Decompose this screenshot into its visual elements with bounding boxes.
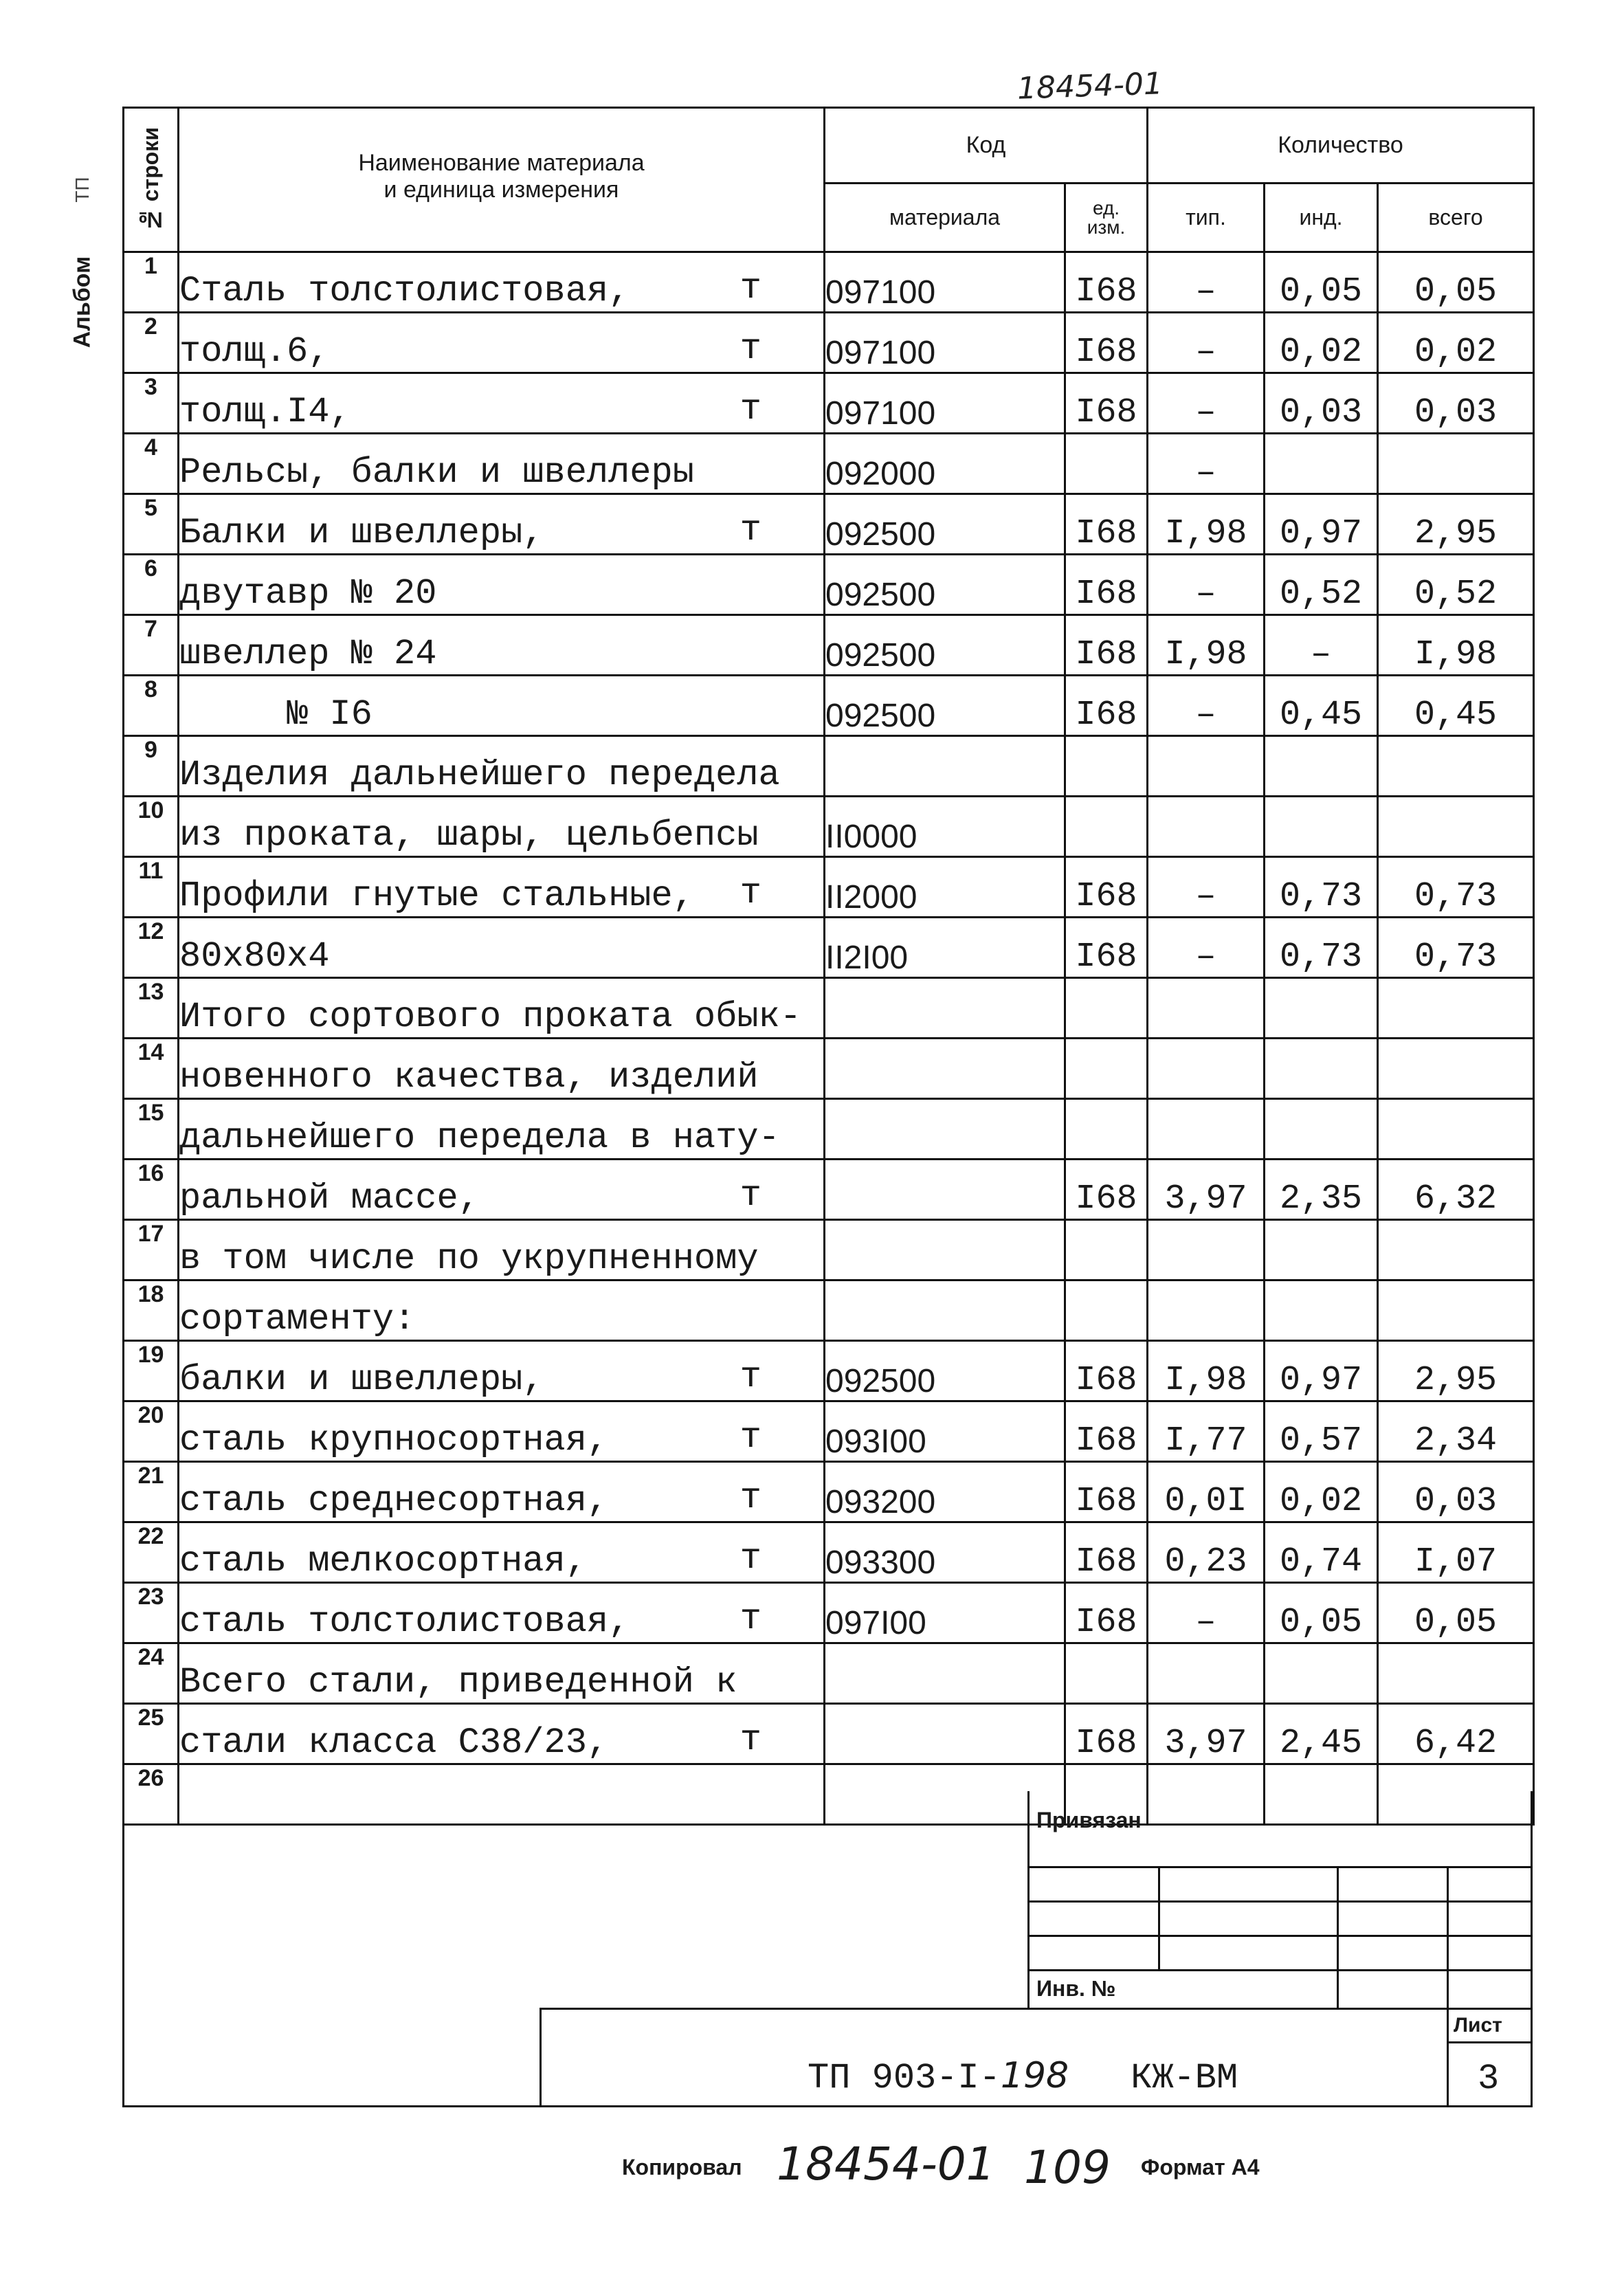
material-code [825, 1643, 1065, 1704]
unit-code: I68 [1065, 918, 1148, 978]
qty-typical [1148, 978, 1265, 1039]
material-name: дальнейшего передела в нату- [179, 1099, 825, 1160]
qty-individual: 0,97 [1265, 494, 1378, 555]
unit-of-measure: т [739, 1417, 761, 1458]
qty-individual: 0,73 [1265, 918, 1378, 978]
row-number: 20 [124, 1401, 179, 1462]
table-row [124, 494, 1534, 555]
qty-total [1378, 978, 1534, 1039]
qty-individual: 0,74 [1265, 1522, 1378, 1583]
material-code [825, 1160, 1065, 1220]
unit-code [1065, 978, 1148, 1039]
row-number: 19 [124, 1341, 179, 1401]
row-number: 21 [124, 1462, 179, 1522]
material-name: сталь крупносортная, т [179, 1401, 825, 1462]
qty-typical: I,98 [1148, 1341, 1265, 1401]
material-code: 093300 [825, 1522, 1065, 1583]
material-code [825, 1220, 1065, 1280]
table-row [124, 252, 1534, 313]
qty-typical: I,98 [1148, 615, 1265, 676]
row-number: 1 [124, 252, 179, 313]
qty-total: 0,02 [1378, 313, 1534, 373]
qty-individual: 2,35 [1265, 1160, 1378, 1220]
qty-total: 0,05 [1378, 252, 1534, 313]
table-row [124, 1643, 1534, 1704]
unit-code [1065, 1643, 1148, 1704]
drawing-designation: ТП 903-I-198 КЖ-ВМ [808, 2055, 1238, 2098]
qty-individual: 0,97 [1265, 1341, 1378, 1401]
table-row [124, 555, 1534, 615]
material-code: II2I00 [825, 918, 1065, 978]
unit-code: I68 [1065, 1462, 1148, 1522]
table-row [124, 1039, 1534, 1099]
qty-total [1378, 1643, 1534, 1704]
unit-code: I68 [1065, 313, 1148, 373]
table-row [124, 736, 1534, 797]
qty-individual [1265, 797, 1378, 857]
unit-of-measure: т [739, 1175, 761, 1216]
unit-code [1065, 1039, 1148, 1099]
unit-code: I68 [1065, 1583, 1148, 1643]
unit-code: I68 [1065, 676, 1148, 736]
qty-individual: 0,02 [1265, 313, 1378, 373]
qty-typical: – [1148, 373, 1265, 434]
bound-label: Привязан [1036, 1808, 1142, 1832]
qty-individual [1265, 1220, 1378, 1280]
qty-total: 0,03 [1378, 373, 1534, 434]
unit-code: I68 [1065, 1341, 1148, 1401]
material-name: сортаменту: [179, 1280, 825, 1341]
qty-individual: 0,05 [1265, 1583, 1378, 1643]
material-code [825, 1099, 1065, 1160]
table-row [124, 1522, 1534, 1583]
qty-typical: – [1148, 918, 1265, 978]
qty-individual [1265, 434, 1378, 494]
material-code [825, 978, 1065, 1039]
qty-total: 0,05 [1378, 1583, 1534, 1643]
unit-of-measure: т [739, 510, 761, 551]
qty-typical [1148, 1643, 1265, 1704]
qty-typical [1148, 1099, 1265, 1160]
row-number: 11 [124, 857, 179, 918]
material-name: толщ.I4, т [179, 373, 825, 434]
row-number: 18 [124, 1280, 179, 1341]
unit-of-measure: т [739, 329, 761, 369]
copied-handwritten: 18454-01 [777, 2138, 995, 2191]
qty-total [1378, 1764, 1534, 1825]
sheet-number: 3 [1478, 2059, 1500, 2099]
material-code: 092000 [825, 434, 1065, 494]
row-number: 7 [124, 615, 179, 676]
row-number: 16 [124, 1160, 179, 1220]
qty-typical: – [1148, 676, 1265, 736]
qty-typical: – [1148, 313, 1265, 373]
qty-total [1378, 1220, 1534, 1280]
material-name: в том числе по укрупненному [179, 1220, 825, 1280]
qty-total [1378, 1099, 1534, 1160]
material-code: 092500 [825, 555, 1065, 615]
row-number: 13 [124, 978, 179, 1039]
unit-of-measure: т [739, 1720, 761, 1760]
qty-typical [1148, 736, 1265, 797]
qty-individual: 0,52 [1265, 555, 1378, 615]
row-number: 25 [124, 1704, 179, 1764]
header-qty-typical: тип. [1148, 184, 1265, 252]
unit-of-measure: т [739, 1538, 761, 1579]
table-row [124, 918, 1534, 978]
row-number: 2 [124, 313, 179, 373]
material-code: 092500 [825, 494, 1065, 555]
row-number: 14 [124, 1039, 179, 1099]
qty-typical: – [1148, 857, 1265, 918]
qty-individual: 0,45 [1265, 676, 1378, 736]
material-name: Рельсы, балки и швеллеры [179, 434, 825, 494]
material-name: двутавр № 20 [179, 555, 825, 615]
table-row [124, 1401, 1534, 1462]
qty-typical: – [1148, 434, 1265, 494]
header-material-name: Наименование материала и единица измерения [179, 108, 825, 252]
material-code: 092500 [825, 1341, 1065, 1401]
unit-of-measure: т [739, 1478, 761, 1518]
material-name: Итого сортового проката обык- [179, 978, 825, 1039]
row-number: 17 [124, 1220, 179, 1280]
unit-code: I68 [1065, 1160, 1148, 1220]
qty-typical: – [1148, 1583, 1265, 1643]
qty-total: 0,52 [1378, 555, 1534, 615]
material-name: новенного качества, изделий [179, 1039, 825, 1099]
qty-typical: I,77 [1148, 1401, 1265, 1462]
sheet-label: Лист [1454, 2014, 1502, 2037]
qty-individual [1265, 1643, 1378, 1704]
qty-total: 2,34 [1378, 1401, 1534, 1462]
table-row [124, 1099, 1534, 1160]
qty-total [1378, 797, 1534, 857]
unit-of-measure: т [739, 268, 761, 309]
material-name: сталь толстолистовая, т [179, 1583, 825, 1643]
qty-individual: 0,02 [1265, 1462, 1378, 1522]
row-number: 15 [124, 1099, 179, 1160]
material-code: 093200 [825, 1462, 1065, 1522]
qty-individual [1265, 1099, 1378, 1160]
material-name: ральной массе, т [179, 1160, 825, 1220]
table-row [124, 1341, 1534, 1401]
material-name: Профили гнутые стальные, т [179, 857, 825, 918]
album-label: Альбом [69, 256, 96, 348]
handwritten-doc-number: 18454-01 [1016, 66, 1164, 107]
material-code: 093I00 [825, 1401, 1065, 1462]
row-number: 22 [124, 1522, 179, 1583]
qty-total: 6,42 [1378, 1704, 1534, 1764]
unit-code: I68 [1065, 1401, 1148, 1462]
row-number: 10 [124, 797, 179, 857]
material-code: 092500 [825, 615, 1065, 676]
unit-code [1065, 1280, 1148, 1341]
qty-total: 2,95 [1378, 494, 1534, 555]
qty-total [1378, 736, 1534, 797]
material-name: Изделия дальнейшего передела [179, 736, 825, 797]
unit-code [1065, 434, 1148, 494]
unit-of-measure: т [739, 1357, 761, 1397]
qty-typical: – [1148, 252, 1265, 313]
format-label: Формат А4 [1141, 2155, 1260, 2180]
inventory-label: Инв. № [1036, 1976, 1116, 2001]
copied-handwritten-number: 109 [1024, 2141, 1111, 2194]
row-number: 4 [124, 434, 179, 494]
qty-individual: 0,05 [1265, 252, 1378, 313]
qty-typical: 0,23 [1148, 1522, 1265, 1583]
row-number: 6 [124, 555, 179, 615]
qty-total: I,98 [1378, 615, 1534, 676]
qty-typical: 0,0I [1148, 1462, 1265, 1522]
header-quantity: Количество [1148, 108, 1534, 184]
material-name: стали класса С38/23, т [179, 1704, 825, 1764]
table-row [124, 373, 1534, 434]
row-number: 9 [124, 736, 179, 797]
material-code: 097100 [825, 313, 1065, 373]
material-name: балки и швеллеры, т [179, 1341, 825, 1401]
header-code: Код [825, 108, 1148, 184]
table-row [124, 1160, 1534, 1220]
qty-typical: 3,97 [1148, 1160, 1265, 1220]
copied-label: Копировал [622, 2155, 742, 2180]
unit-code [1065, 1099, 1148, 1160]
table-row [124, 857, 1534, 918]
qty-total: 6,32 [1378, 1160, 1534, 1220]
table-row [124, 797, 1534, 857]
table-row [124, 313, 1534, 373]
material-code [825, 736, 1065, 797]
row-number: 12 [124, 918, 179, 978]
table-row [124, 978, 1534, 1039]
header-code-material: материала [825, 184, 1065, 252]
row-number: 8 [124, 676, 179, 736]
row-number: 3 [124, 373, 179, 434]
material-code [825, 1704, 1065, 1764]
qty-individual [1265, 1280, 1378, 1341]
material-name: 80x80x4 [179, 918, 825, 978]
table-row [124, 676, 1534, 736]
unit-code [1065, 797, 1148, 857]
qty-total: 0,03 [1378, 1462, 1534, 1522]
table-row [124, 1704, 1534, 1764]
qty-individual: 0,03 [1265, 373, 1378, 434]
material-code: II2000 [825, 857, 1065, 918]
qty-individual: 0,73 [1265, 857, 1378, 918]
unit-code: I68 [1065, 1704, 1148, 1764]
unit-of-measure: т [739, 873, 761, 913]
qty-typical [1148, 1220, 1265, 1280]
row-number: 23 [124, 1583, 179, 1643]
qty-total [1378, 1280, 1534, 1341]
material-name: сталь среднесортная, т [179, 1462, 825, 1522]
material-name: Сталь толстолистовая, т [179, 252, 825, 313]
material-name: № I6 [179, 676, 825, 736]
material-name: швеллер № 24 [179, 615, 825, 676]
material-code: 097100 [825, 373, 1065, 434]
table-row [124, 1220, 1534, 1280]
qty-individual [1265, 1764, 1378, 1825]
qty-typical [1148, 1039, 1265, 1099]
material-name: Всего стали, приведенной к [179, 1643, 825, 1704]
material-name: из проката, шары, цельбепсы [179, 797, 825, 857]
table-row [124, 1764, 1534, 1825]
material-code: II0000 [825, 797, 1065, 857]
unit-code [1065, 1220, 1148, 1280]
material-code: 097100 [825, 252, 1065, 313]
material-code [825, 1280, 1065, 1341]
header-row-number: № строки [124, 108, 179, 252]
material-spec-table [122, 107, 1535, 1826]
material-name: толщ.6, т [179, 313, 825, 373]
qty-individual: 0,57 [1265, 1401, 1378, 1462]
unit-code: I68 [1065, 1522, 1148, 1583]
material-name: сталь мелкосортная, т [179, 1522, 825, 1583]
qty-total [1378, 434, 1534, 494]
qty-individual [1265, 978, 1378, 1039]
side-stamp: ТП [71, 177, 93, 203]
side-margin [62, 177, 103, 412]
qty-total: 0,73 [1378, 918, 1534, 978]
unit-of-measure: т [739, 1599, 761, 1639]
header-qty-total: всего [1378, 184, 1534, 252]
unit-code: I68 [1065, 494, 1148, 555]
qty-individual [1265, 736, 1378, 797]
material-name: Балки и швеллеры, т [179, 494, 825, 555]
unit-code: I68 [1065, 615, 1148, 676]
qty-total: 0,73 [1378, 857, 1534, 918]
material-code [825, 1039, 1065, 1099]
qty-typical [1148, 797, 1265, 857]
material-code: 097I00 [825, 1583, 1065, 1643]
unit-code [1065, 736, 1148, 797]
unit-code: I68 [1065, 373, 1148, 434]
qty-typical [1148, 1280, 1265, 1341]
table-row [124, 1583, 1534, 1643]
qty-typical [1148, 1764, 1265, 1825]
row-number: 26 [124, 1764, 179, 1825]
qty-total [1378, 1039, 1534, 1099]
header-code-unit: ед. изм. [1065, 184, 1148, 252]
unit-code: I68 [1065, 555, 1148, 615]
material-name [179, 1764, 825, 1825]
unit-code: I68 [1065, 252, 1148, 313]
unit-code: I68 [1065, 857, 1148, 918]
qty-typical: 3,97 [1148, 1704, 1265, 1764]
qty-typical: – [1148, 555, 1265, 615]
table-row [124, 1280, 1534, 1341]
qty-individual: – [1265, 615, 1378, 676]
table-row [124, 434, 1534, 494]
material-code: 092500 [825, 676, 1065, 736]
qty-total: 0,45 [1378, 676, 1534, 736]
qty-total: 2,95 [1378, 1341, 1534, 1401]
qty-total: I,07 [1378, 1522, 1534, 1583]
table-row [124, 615, 1534, 676]
unit-of-measure: т [739, 389, 761, 430]
qty-individual [1265, 1039, 1378, 1099]
row-number: 5 [124, 494, 179, 555]
row-number: 24 [124, 1643, 179, 1704]
table-row [124, 1462, 1534, 1522]
header-qty-individual: инд. [1265, 184, 1378, 252]
qty-typical: I,98 [1148, 494, 1265, 555]
qty-individual: 2,45 [1265, 1704, 1378, 1764]
